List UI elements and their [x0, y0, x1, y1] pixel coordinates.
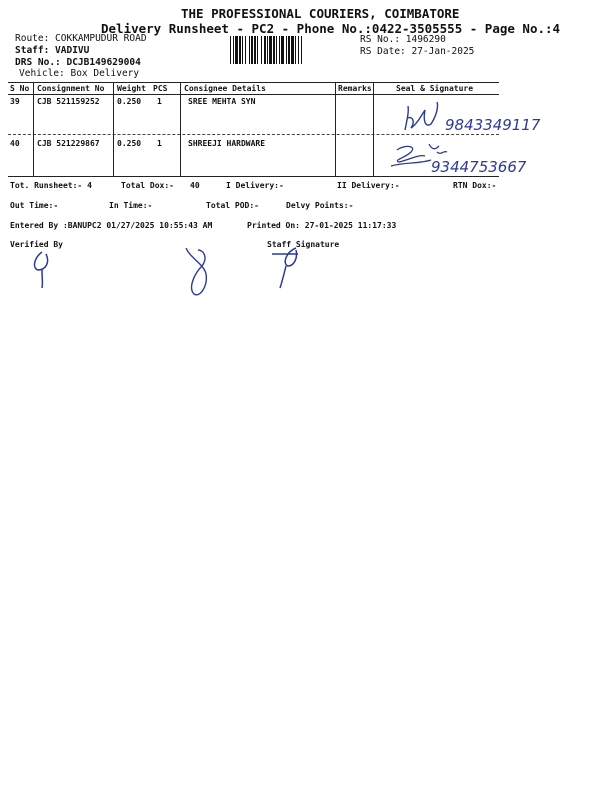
handwritten-phone-1: 9843349117 — [445, 116, 541, 134]
row-weight: 0.250 — [117, 139, 142, 148]
staff-signature-label: Staff Signature — [267, 240, 340, 249]
entered-by: Entered By :BANUPC2 01/27/2025 10:55:43 AM — [10, 221, 213, 230]
col-divider — [113, 82, 114, 176]
table-top-rule — [8, 82, 499, 83]
col-header-pcs: PCS — [153, 84, 168, 93]
runsheet-subtitle: Delivery Runsheet - PC2 - Phone No.:0422-3505555 - Page No.:4 — [101, 21, 561, 36]
total-dox-label: Total Dox:- — [121, 181, 174, 190]
company-title: THE PROFESSIONAL COURIERS, COIMBATORE — [181, 6, 460, 21]
row-consignment: CJB 521229867 — [37, 139, 100, 148]
table-header-rule — [8, 94, 499, 95]
middle-signature — [178, 244, 218, 300]
drs-number: DRS No.: DCJB149629004 — [15, 57, 141, 68]
staff-text: Staff: VADIVU — [15, 45, 90, 56]
ii-delivery: II Delivery:- — [337, 181, 400, 190]
handwritten-phone-2: 9344753667 — [431, 158, 527, 176]
i-delivery: I Delivery:- — [226, 181, 284, 190]
total-dox-value: 40 — [190, 181, 200, 190]
col-header-weight: Weight — [117, 84, 146, 93]
in-time: In Time:- — [109, 201, 153, 210]
verified-by-label: Verified By — [10, 240, 63, 249]
barcode — [229, 36, 353, 64]
tot-runsheet: Tot. Runsheet:- 4 — [10, 181, 92, 190]
col-header-consignment: Consignment No — [37, 84, 105, 93]
col-header-remarks: Remarks — [338, 84, 372, 93]
row-consignment: CJB 521159252 — [37, 97, 100, 106]
staff-signature — [270, 244, 310, 290]
total-pod: Total POD:- — [206, 201, 259, 210]
col-divider — [373, 82, 374, 176]
handwritten-signature-row-2 — [385, 138, 555, 178]
row-consignee: SREE MEHTA SYN — [188, 97, 256, 106]
vehicle-text: Vehicle: Box Delivery — [19, 68, 140, 79]
rs-date: RS Date: 27-Jan-2025 — [360, 46, 475, 57]
out-time: Out Time:- — [10, 201, 59, 210]
row-sno: 39 — [10, 97, 20, 106]
col-divider — [335, 82, 336, 176]
rtn-dox: RTN Dox:- — [453, 181, 497, 190]
col-divider — [180, 82, 181, 176]
route-text: Route: COKKAMPUDUR ROAD — [15, 33, 147, 44]
col-header-seal: Seal & Signature — [396, 84, 474, 93]
handwritten-signature-row-1 — [395, 98, 565, 138]
delvy-points: Delvy Points:- — [286, 201, 354, 210]
row-weight: 0.250 — [117, 97, 142, 106]
col-header-consignee: Consignee Details — [184, 84, 266, 93]
printed-on: Printed On: 27-01-2025 11:17:33 — [247, 221, 397, 230]
rs-number: RS No.: 1496290 — [360, 34, 446, 45]
verifier-signature — [24, 248, 64, 290]
row-consignee: SHREEJI HARDWARE — [188, 139, 266, 148]
col-header-sno: S No — [10, 84, 30, 93]
row-pcs: 1 — [157, 97, 162, 106]
col-divider — [33, 82, 34, 176]
row-sno: 40 — [10, 139, 20, 148]
row-pcs: 1 — [157, 139, 162, 148]
